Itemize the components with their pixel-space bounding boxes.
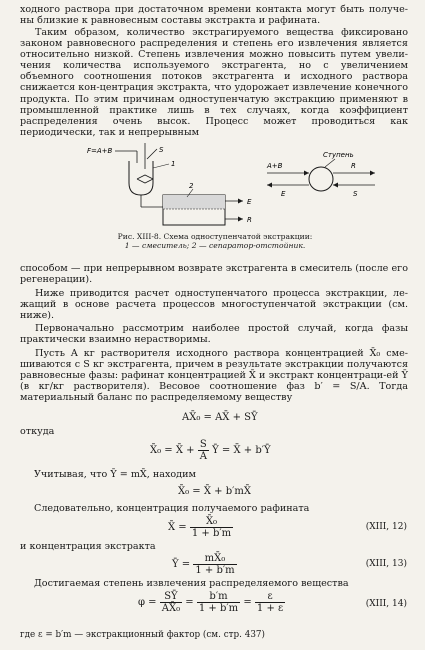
equation-12: [168, 516, 233, 539]
eq14-den3: 1 + ε: [256, 603, 284, 614]
eq14-lhs: φ =: [138, 597, 157, 608]
paragraph-2: Таким образом, количество экстрагируемого вещества фиксировано законом равновесного распределения и степень его извлечения является относительно низкой. Степень извлечения можно повысить путем увели-чения количества используемого экстрагента, но с увеличением объемного соотношения потоков экстрагента и исходного раствора снижается кон-центрация экстракта, что удорожает извлечение конечного продукта. По этим причинам одноступенчатую экстракцию применяют в промышленной практике лишь в тех случаях, когда коэффициент распределения очень высок. Процесс может проводиться как периодически, так и непрерывным: [20, 27, 408, 138]
eq12-den: 1 + b′m: [191, 528, 232, 539]
paragraph-6: Пусть A кг растворителя исходного раствора концентрацией X̄₀ сме-шиваются с S кг экстрагента, причем в результате экстракции получаются равновесные фазы: рафинат концентрацией X̄ и экстракт концентраци-ей Ȳ (в кг/кг растворителя). Весовое соотношение фаз b′ = S/A. Тогда материальный баланс по распределяемому веществу: [20, 348, 408, 404]
balance-equation: AX̄₀ = AX̄ + SȲ: [182, 412, 258, 423]
stage-label: Ступень: [323, 151, 354, 159]
block-extract-label: E: [281, 190, 286, 198]
block-solvent-label: S: [353, 190, 358, 198]
extract-out-label: E: [247, 198, 252, 206]
eq13-num: mX̄₀: [193, 553, 236, 565]
eq12-number: (XIII, 12): [365, 522, 407, 532]
paragraph-5: Первоначально рассмотрим наиболее простой случай, когда фазы практически взаимно нерастворимы.: [20, 323, 408, 346]
eq14-fraction-2: [197, 591, 240, 614]
caption-title: Рис. XIII-8. Схема одноступенчатой экстракции:: [117, 232, 313, 241]
caption-legend: 1 — смеситель; 2 — сепаратор-отстойник.: [124, 241, 306, 250]
footer-line: где ε = b′m — экстракционный фактор (см. стр. 437): [20, 630, 265, 640]
frac-num: S: [198, 439, 209, 451]
eq13-den: 1 + b′m: [195, 565, 235, 576]
x0-equation: [150, 439, 271, 462]
frac-den: A: [199, 451, 207, 462]
x0-rhs: Ȳ = X̄ + b′Ȳ: [212, 445, 271, 456]
mixer-vessel: [129, 161, 153, 195]
eq14-num1: SȲ: [160, 591, 182, 603]
eq12-lhs: X̄ =: [168, 522, 187, 533]
degree-text: Достигаемая степень извлечения распределяемого вещества: [34, 578, 349, 589]
x0-m-equation: X̄₀ = X̄ + b′mX̄: [178, 486, 251, 497]
solvent-label: S: [159, 146, 164, 154]
paragraph-3: способом — при непрерывном возврате экстрагента в смеситель (после его регенерации).: [20, 263, 408, 286]
s-over-a-fraction: [198, 439, 209, 462]
extract-text: и концентрация экстракта: [20, 541, 156, 552]
separator-number: 2: [189, 182, 194, 190]
equation-14: φ = $\frac{SȲ}{\text{AX̄₀}}$ = $\frac{b'm}{1 + b'm}$ = $\frac{\varepsilon}{1 + \varepsilon}$: [138, 591, 284, 614]
considering-text: Учитывая, что Ȳ = mX̄, находим: [34, 469, 196, 480]
paragraph-1: ходного раствора при достаточном времени контакта могут быть получе-ны близкие к равновесным составы экстракта и рафината.: [20, 4, 408, 27]
x0-lhs: X̄₀ = X̄ +: [150, 445, 195, 456]
extraction-scheme-figure: [85, 143, 385, 233]
eq14-number: (XIII, 14): [365, 599, 407, 609]
eq13-fraction: [193, 553, 236, 576]
stage-circle: [309, 167, 333, 191]
raffinate-text: Следовательно, концентрация получаемого рафината: [34, 503, 310, 514]
eq13-number: (XIII, 13): [365, 559, 407, 569]
eq14-den2: 1 + b′m: [198, 603, 239, 614]
eq12-num: X̄₀: [190, 516, 233, 528]
eq13-lhs: Ȳ =: [172, 559, 191, 570]
mixer-number: 1: [171, 160, 176, 168]
paragraph-4: Ниже приводится расчет одноступенчатого процесса экстракции, ле-жащий в основе расчета процессов многоступенчатой экстракции (см. ниже).: [20, 288, 408, 322]
block-raffinate-label: R: [351, 162, 356, 170]
eq14-den1: AX̄₀: [161, 603, 181, 614]
figure-caption: [90, 232, 340, 250]
block-feed-label: A+B: [267, 162, 283, 170]
eq14-num3: ε: [255, 591, 285, 603]
eq14-fraction-3: [255, 591, 285, 614]
word-otkuda: откуда: [20, 426, 55, 437]
eq12-fraction: [190, 516, 233, 539]
eq14-fraction-1: [160, 591, 182, 614]
equation-13: [172, 553, 237, 576]
feed-label: F=A+B: [87, 147, 113, 155]
raffinate-out-label: R: [247, 216, 252, 224]
eq14-num2: b′m: [197, 591, 240, 603]
